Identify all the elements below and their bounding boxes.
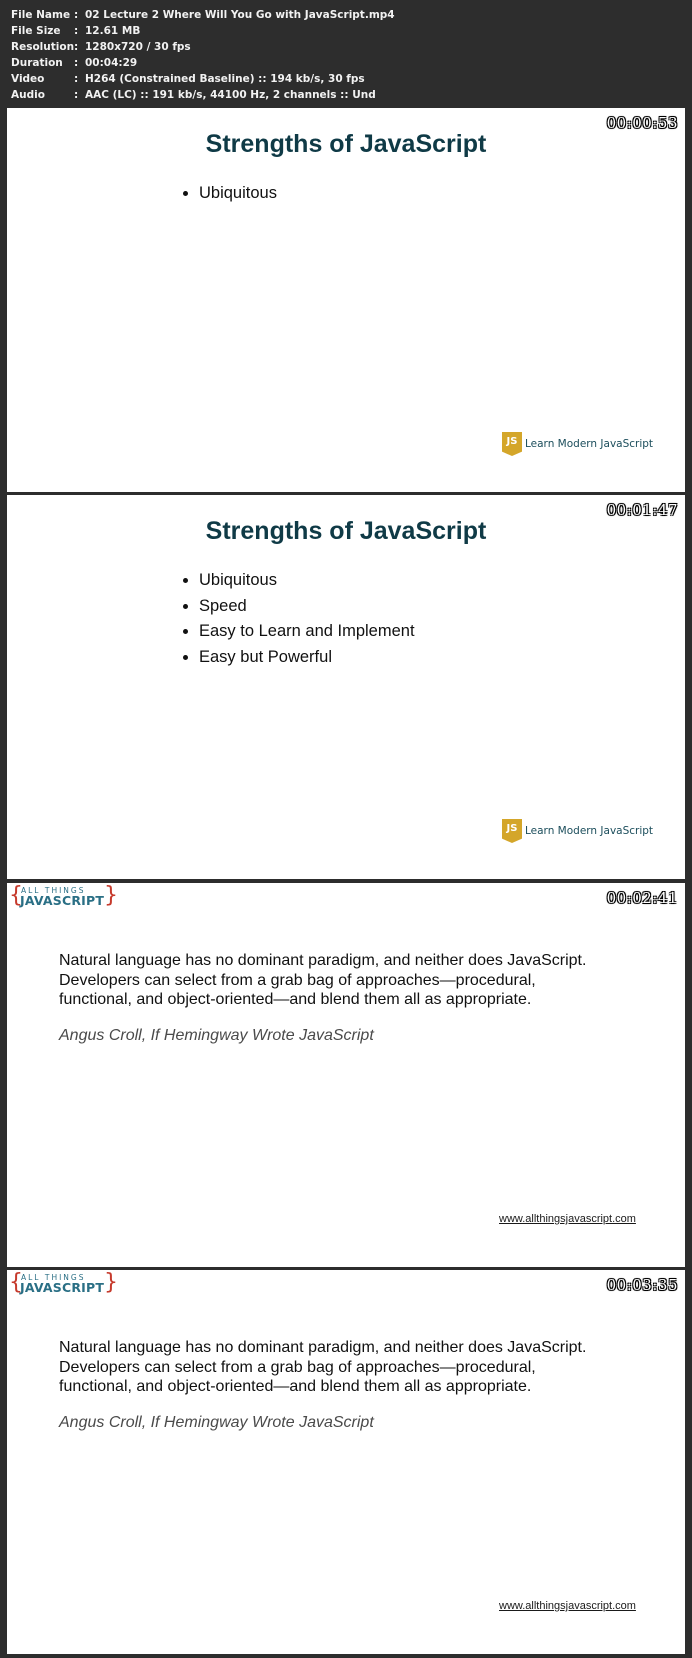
quote-author: Angus Croll, If Hemingway Wrote JavaScript [59, 1414, 374, 1431]
logo-main-text: JAVASCRIPT [20, 893, 105, 908]
bullet-item: • Ubiquitous [199, 181, 277, 207]
quote-line: functional, and object-oriented—and blend them all as appropriate. [59, 991, 532, 1009]
metadata-key: File Name [11, 9, 71, 21]
video-frame-1 [7, 108, 685, 492]
video-frame-3 [7, 883, 685, 1267]
metadata-value: 02 Lecture 2 Where Will You Go with JavaScript.mp4 [85, 9, 395, 21]
right-brace-icon: } [104, 883, 118, 908]
quote-line: Developers can select from a grab bag of approaches—procedural, [59, 1358, 536, 1376]
metadata-separator: : [74, 73, 79, 86]
metadata-key: Resolution [11, 41, 75, 54]
metadata-value: 00:04:29 [85, 57, 138, 70]
slide-title: Strengths of JavaScript [205, 517, 487, 545]
brand-text: Learn Modern JavaScript [525, 825, 654, 837]
metadata-key: File Size [11, 25, 61, 38]
file-metadata [11, 7, 395, 104]
metadata-value: H264 (Constrained Baseline) :: 194 kb/s, 30 fps [85, 73, 365, 86]
metadata-row [11, 87, 395, 103]
metadata-separator: : [74, 25, 79, 38]
metadata-row [11, 7, 395, 23]
metadata-separator: : [74, 9, 79, 21]
frame-timestamp: 00:01:47 [606, 501, 678, 519]
video-frame-2 [7, 495, 685, 879]
all-things-javascript-logo [9, 1270, 118, 1297]
quote-text [59, 1338, 659, 1397]
metadata-value: AAC (LC) :: 191 kb/s, 44100 Hz, 2 channels :: Und [85, 89, 376, 102]
bullet-item: • Speed [199, 594, 415, 620]
bullet-list [175, 181, 277, 207]
quote-line: Natural language has no dominant paradigm, and neither does JavaScript. [59, 952, 587, 969]
metadata-row [11, 39, 395, 55]
metadata-row [11, 71, 395, 87]
metadata-key: Video [11, 73, 45, 86]
quote-author: Angus Croll, If Hemingway Wrote JavaScript [59, 1027, 374, 1044]
metadata-key: Audio [11, 89, 45, 102]
slide-title: Strengths of JavaScript [205, 130, 487, 158]
bullet-item: • Easy to Learn and Implement [199, 619, 415, 645]
logo-main-text: JAVASCRIPT [20, 1280, 105, 1295]
logo-top-text: ALL THINGS [21, 1273, 86, 1282]
quote-line: Natural language has no dominant paradigm, and neither does JavaScript. [59, 1339, 587, 1356]
metadata-row [11, 23, 395, 39]
all-things-javascript-logo [9, 883, 118, 910]
js-shield-icon [502, 819, 522, 843]
logo-top-text: ALL THINGS [21, 886, 86, 895]
bullet-list [175, 568, 415, 670]
metadata-separator: : [74, 57, 79, 70]
video-frame-4 [7, 1270, 685, 1654]
metadata-key: Duration [11, 57, 63, 70]
quote-text [59, 951, 659, 1010]
brand-footer [502, 819, 653, 843]
metadata-value: 1280x720 / 30 fps [85, 41, 191, 54]
metadata-row [11, 55, 395, 71]
website-link[interactable]: www.allthingsjavascript.com [499, 1600, 636, 1612]
js-shield-icon [502, 432, 522, 456]
frame-timestamp: 00:03:35 [606, 1276, 678, 1294]
quote-line: functional, and object-oriented—and blend them all as appropriate. [59, 1378, 532, 1396]
brand-text: Learn Modern JavaScript [525, 438, 654, 450]
brand-footer [502, 432, 653, 456]
left-brace-icon: { [9, 883, 23, 908]
website-link[interactable]: www.allthingsjavascript.com [499, 1213, 636, 1225]
metadata-separator: : [74, 41, 79, 54]
metadata-value: 12.61 MB [85, 25, 141, 38]
bullet-item: • Easy but Powerful [199, 645, 415, 671]
quote-line: Developers can select from a grab bag of approaches—procedural, [59, 971, 536, 989]
frame-timestamp: 00:00:53 [606, 114, 678, 132]
left-brace-icon: { [9, 1270, 23, 1295]
bullet-item: • Ubiquitous [199, 568, 415, 594]
right-brace-icon: } [104, 1270, 118, 1295]
metadata-separator: : [74, 89, 79, 102]
frame-timestamp: 00:02:41 [606, 889, 678, 907]
